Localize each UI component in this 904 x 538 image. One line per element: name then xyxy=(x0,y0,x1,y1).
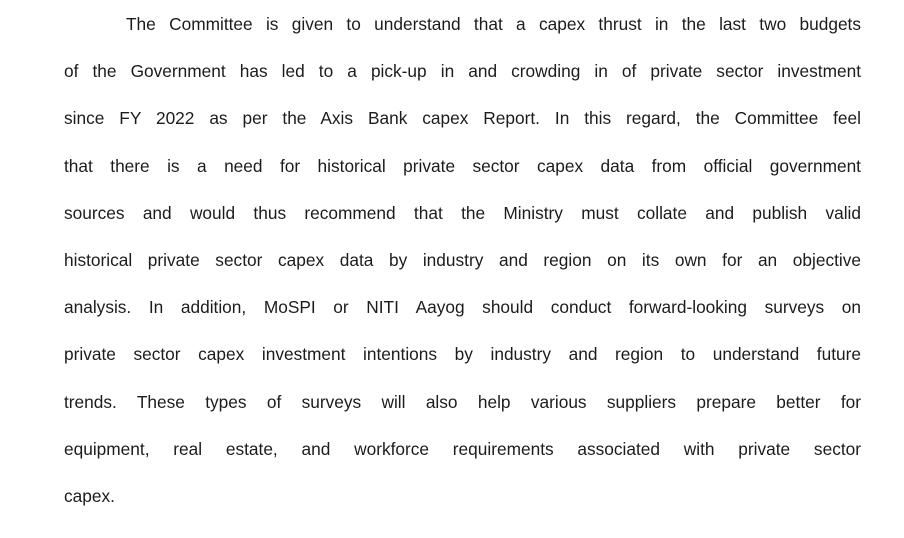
paragraph-line: sources and would thus recommend that the Ministry must collate and publish valid xyxy=(64,202,861,223)
recommendation-paragraph xyxy=(64,12,861,531)
paragraph-line: that there is a need for historical private sector capex data from official government xyxy=(64,155,861,176)
paragraph-line: capex. xyxy=(64,485,115,506)
paragraph-line: equipment, real estate, and workforce requirements associated with private sector xyxy=(64,438,861,459)
paragraph-line: of the Government has led to a pick-up in and crowding in of private sector investment xyxy=(64,61,861,82)
paragraph-line: historical private sector capex data by industry and region on its own for an objective xyxy=(64,249,861,270)
paragraph-line: since FY 2022 as per the Axis Bank capex Report. In this regard, the Committee feel xyxy=(64,108,861,129)
paragraph-line: private sector capex investment intentions by industry and region to understand future xyxy=(64,344,861,365)
paragraph-line: The Committee is given to understand that a capex thrust in the last two budgets xyxy=(126,14,861,34)
paragraph-line: trends. These types of surveys will also help various suppliers prepare better for xyxy=(64,391,861,412)
paragraph-line: analysis. In addition, MoSPI or NITI Aayog should conduct forward-looking surveys on xyxy=(64,297,861,318)
